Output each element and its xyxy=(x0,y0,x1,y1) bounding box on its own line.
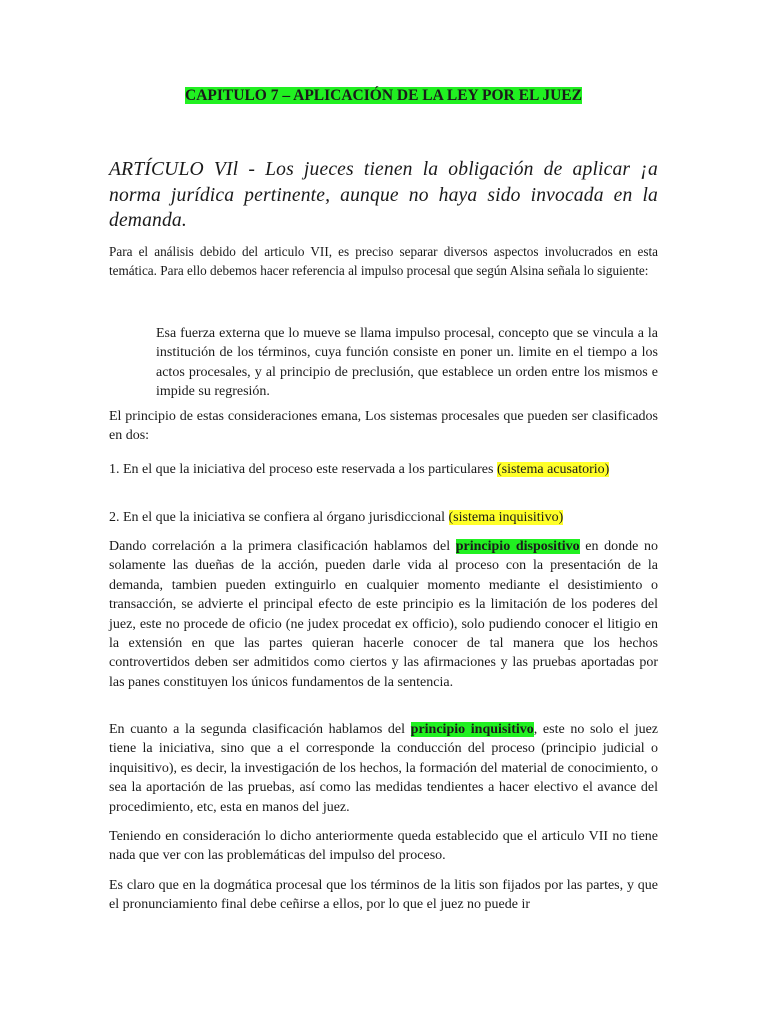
dispositivo-intro: Dando correlación a la primera clasificación hablamos del xyxy=(109,539,456,554)
inquisitivo-intro: En cuanto a la segunda clasificación hablamos del xyxy=(109,722,411,737)
list-item-2 xyxy=(109,508,658,527)
inquisitivo-body: , este no solo el juez tiene la iniciativa, sino que a el corresponde la conducción del proceso (principio judicial o inquisitivo), es decir, la investigación de los hechos, la formación del material de conocimiento, o sea la aportación de las pruebas, así como las medidas tendientes a hacer electivo el avance del procedimiento, etc, esta en manos del juez. xyxy=(109,722,659,815)
list-item-2-text: 2. En el que la iniciativa se confiera al órgano jurisdiccional xyxy=(109,510,449,525)
paragraph-consideracion: Teniendo en consideración lo dicho anteriormente queda establecido que el articulo VII no tiene nada que ver con las problemáticas del impulso del proceso. xyxy=(109,829,658,864)
intro-paragraph: Para el análisis debido del articulo VII, es preciso separar diversos aspectos involucrados en esta temática. Para ello debemos hacer referencia al impulso procesal que según Alsina señala lo siguiente: xyxy=(109,244,658,278)
dispositivo-body: en donde no solamente las dueñas de la acción, pueden darle vida al proceso con la presentación de la demanda, tambien pueden extinguirlo en cualquier momento mediante el desistimiento o transacción, se advierte el principal efecto de este principio es la limitación de los poderes del juez, este no procede de oficio (ne judex procedat ex officio), solo pudiendo conocer el litigio en la extensión en que las partes quieran hacerle conocer de tal manera que los hechos controvertidos deben ser admitidos como ciertos y las afirmaciones y las pruebas aportadas por las panes constituyen los únicos fundamentos de la sentencia. xyxy=(109,539,658,690)
paragraph-dogmatica: Es claro que en la dogmática procesal que los términos de la litis son fijados por las partes, y que el pronunciamiento final debe ceñirse a ellos, por lo que el juez no puede ir xyxy=(109,878,658,913)
paragraph-principio: El principio de estas consideraciones emana, Los sistemas procesales que pueden ser clasificados en dos: xyxy=(109,409,658,444)
list-item-1-text: 1. En el que la iniciativa del proceso este reservada a los particulares xyxy=(109,462,497,477)
sistema-inquisitivo-highlight: (sistema inquisitivo) xyxy=(448,510,564,525)
principio-inquisitivo-highlight: principio inquisitivo xyxy=(410,722,534,737)
principio-dispositivo-highlight: principio dispositivo xyxy=(455,539,580,554)
block-quote: Esa fuerza externa que lo mueve se llama impulso procesal, concepto que se vincula a la institución de los términos, cuya función consiste en poner un. limite en el tiempo a los actos procesales, y al principio de preclusión, que establece un orden entre los mismos e impide su regresión. xyxy=(156,326,658,400)
article-vii-text: ARTÍCULO VIl - Los jueces tienen la obligación de aplicar ¡a norma jurídica pertinente, aunque no haya sido invocada en la demanda. xyxy=(109,159,658,231)
paragraph-dispositivo xyxy=(109,537,658,692)
list-item-1 xyxy=(109,460,658,479)
sistema-acusatorio-highlight: (sistema acusatorio) xyxy=(496,462,610,477)
chapter-title-text: CAPITULO 7 – APLICACIÓN DE LA LEY POR EL JUEZ xyxy=(185,87,582,104)
chapter-title xyxy=(109,86,658,106)
paragraph-inquisitivo xyxy=(109,720,658,817)
